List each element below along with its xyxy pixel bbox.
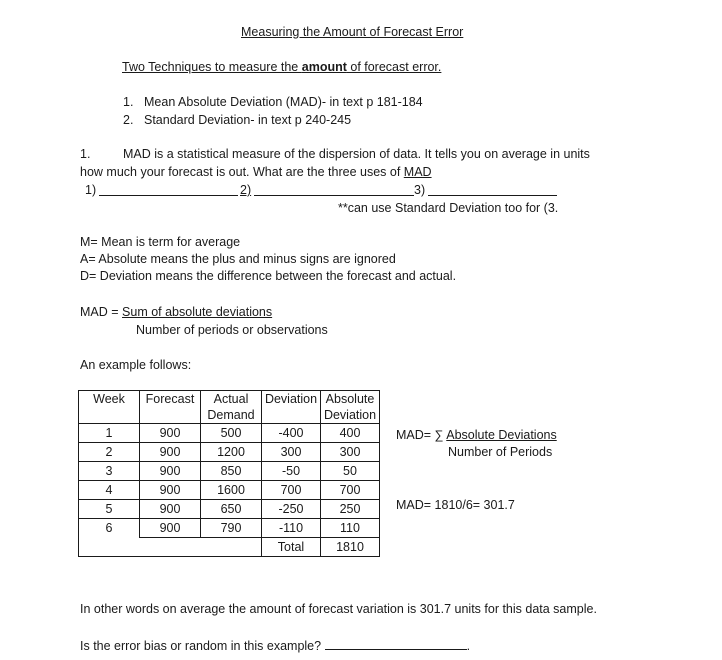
table-row [79, 443, 380, 462]
mad-formula-numerator: Sum of absolute deviations [122, 305, 273, 319]
answer-blank-1-label: 1) [85, 183, 97, 197]
cell-week: 2 [79, 443, 140, 462]
paragraph-number: 1. [80, 147, 91, 161]
cell-deviation: -50 [262, 462, 321, 481]
cell-actual: 650 [201, 500, 262, 519]
total-spacer [79, 538, 262, 557]
header-absolute-deviation: Absolute Deviation [321, 391, 380, 424]
mad-formula-label: MAD = [80, 305, 123, 319]
example-intro: An example follows: [80, 358, 192, 372]
cell-deviation: 300 [262, 443, 321, 462]
table-row [79, 519, 380, 538]
subtitle-prefix: Two Techniques to measure the [122, 60, 302, 74]
header-deviation: Deviation [262, 391, 321, 424]
question-end: . [466, 639, 471, 653]
cell-week: 3 [79, 462, 140, 481]
definition-line: M= Mean is term for average [80, 235, 241, 249]
answer-blank-bias[interactable] [325, 637, 467, 650]
cell-week: 6 [79, 519, 140, 538]
paragraph-line-2 [80, 164, 432, 180]
question [80, 637, 470, 654]
side-result: MAD= 1810/6= 301.7 [396, 498, 515, 512]
technique-number: 1. [123, 95, 134, 109]
answer-blank-1[interactable] [99, 183, 238, 196]
cell-actual: 790 [201, 519, 262, 538]
cell-forecast: 900 [140, 519, 201, 538]
total-value: 1810 [321, 538, 380, 557]
table-row [79, 500, 380, 519]
cell-absolute: 700 [321, 481, 380, 500]
mad-formula-denominator: Number of periods or observations [136, 323, 328, 337]
cell-actual: 1600 [201, 481, 262, 500]
subtitle-suffix: of forecast error. [346, 60, 442, 74]
definition-line: D= Deviation means the difference between the forecast and actual. [80, 269, 457, 283]
cell-week: 4 [79, 481, 140, 500]
cell-forecast: 900 [140, 462, 201, 481]
header-actual-demand: Actual Demand [201, 391, 262, 424]
subtitle-bold: amount [301, 60, 347, 74]
table-row [79, 462, 380, 481]
cell-forecast: 900 [140, 500, 201, 519]
cell-actual: 500 [201, 424, 262, 443]
cell-forecast: 900 [140, 424, 201, 443]
answer-blank-2[interactable] [254, 183, 414, 196]
paragraph-line-1: MAD is a statistical measure of the dispersion of data. It tells you on average in units [123, 147, 590, 161]
technique-text: Mean Absolute Deviation (MAD)- in text p 181-184 [144, 95, 423, 109]
cell-absolute: 50 [321, 462, 380, 481]
mad-formula [80, 304, 272, 320]
question-text: Is the error bias or random in this example? [80, 639, 322, 653]
answer-blank-3[interactable] [428, 183, 557, 196]
std-dev-note: **can use Standard Deviation too for (3. [338, 201, 559, 215]
cell-absolute: 300 [321, 443, 380, 462]
cell-absolute: 250 [321, 500, 380, 519]
table-total-row [79, 538, 380, 557]
subtitle [122, 59, 441, 75]
cell-deviation: 700 [262, 481, 321, 500]
cell-week: 5 [79, 500, 140, 519]
side-formula [396, 427, 557, 443]
paragraph-line-2-text: how much your forecast is out. What are the three uses of [80, 165, 404, 179]
cell-actual: 1200 [201, 443, 262, 462]
mad-link: MAD [403, 165, 432, 179]
table-row [79, 424, 380, 443]
cell-deviation: -110 [262, 519, 321, 538]
cell-deviation: -250 [262, 500, 321, 519]
technique-list-item [123, 94, 423, 110]
technique-text: Standard Deviation- in text p 240-245 [144, 113, 352, 127]
side-formula-prefix: MAD= ∑ [396, 428, 447, 442]
conclusion: In other words on average the amount of forecast variation is 301.7 units for this data sample. [80, 602, 597, 616]
answer-blank-3-label: 3) [414, 183, 426, 197]
header-week: Week [79, 391, 140, 424]
technique-list-item [123, 112, 351, 128]
table-row [79, 481, 380, 500]
mad-example-table [78, 390, 380, 557]
cell-week: 1 [79, 424, 140, 443]
cell-absolute: 110 [321, 519, 380, 538]
definition-line: A= Absolute means the plus and minus signs are ignored [80, 252, 396, 266]
total-label: Total [262, 538, 321, 557]
cell-forecast: 900 [140, 443, 201, 462]
side-formula-numerator: Absolute Deviations [446, 428, 557, 442]
cell-absolute: 400 [321, 424, 380, 443]
table-header-row [79, 391, 380, 424]
answer-blank-2-label: 2) [240, 183, 252, 197]
cell-actual: 850 [201, 462, 262, 481]
page-title: Measuring the Amount of Forecast Error [241, 25, 464, 39]
header-forecast: Forecast [140, 391, 201, 424]
technique-number: 2. [123, 113, 134, 127]
side-formula-denominator: Number of Periods [448, 445, 553, 459]
cell-deviation: -400 [262, 424, 321, 443]
cell-forecast: 900 [140, 481, 201, 500]
